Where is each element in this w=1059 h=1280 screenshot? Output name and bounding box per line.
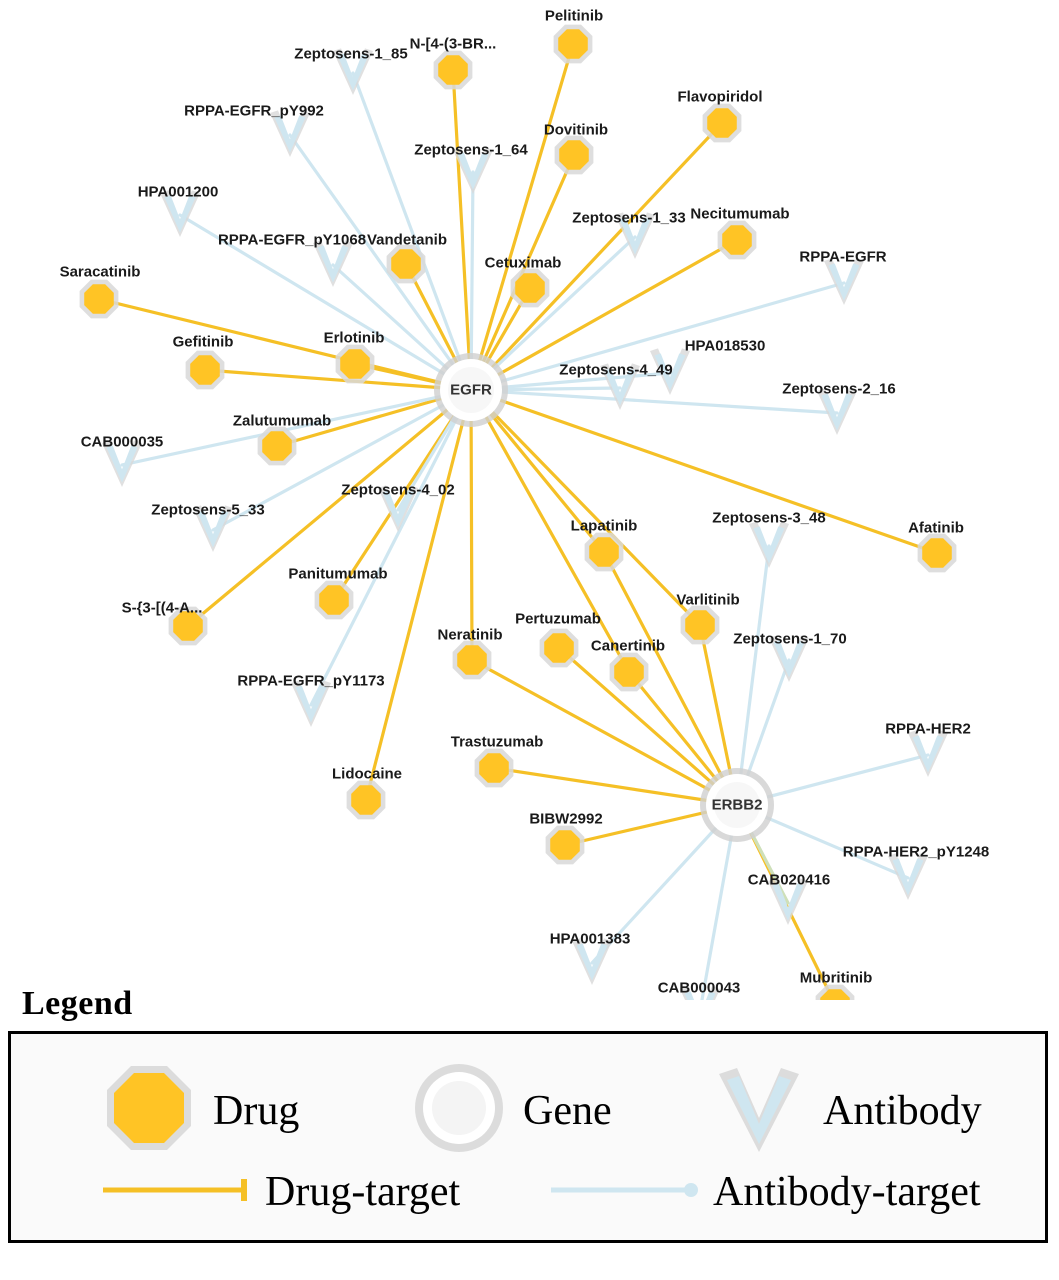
- drug-label: Neratinib: [437, 626, 503, 644]
- drug-shape: [351, 785, 381, 815]
- drug-label: Trastuzumab: [450, 733, 544, 751]
- antibody-label: HPA001200: [137, 183, 219, 201]
- legend-title: Legend: [22, 985, 133, 1022]
- drug-node[interactable]: [315, 581, 354, 620]
- gene-label: EGFR: [450, 381, 492, 399]
- drug-shape: [559, 140, 589, 170]
- drug-shape: [457, 645, 487, 675]
- drug-node[interactable]: [434, 51, 473, 90]
- legend-label-antibody-target: Antibody-target: [713, 1169, 981, 1215]
- edge-antibody-target: [213, 390, 471, 530]
- legend-label-antibody: Antibody: [823, 1087, 982, 1134]
- antibody-label: RPPA-HER2_pY1248: [842, 843, 990, 861]
- antibody-label: Zeptosens-2_16: [782, 380, 896, 398]
- drug-node[interactable]: [610, 653, 649, 692]
- legend-node-row: [11, 1052, 1045, 1157]
- antibody-label: Zeptosens-3_48: [712, 509, 826, 527]
- drug-label: Lapatinib: [570, 517, 638, 535]
- antibody-label: RPPA-HER2: [885, 720, 971, 738]
- antibody-label: Zeptosens-1_85: [294, 45, 408, 63]
- drug-label: Erlotinib: [323, 329, 385, 347]
- drug-shape: [84, 284, 114, 314]
- edge-drug-target: [453, 70, 471, 390]
- drug-octagon-icon: [101, 1060, 197, 1161]
- edge-drug-target: [471, 390, 937, 553]
- antibody-label: RPPA-EGFR_pY992: [184, 102, 324, 120]
- drug-node[interactable]: [186, 351, 225, 390]
- antibody-target-edge-icon: [551, 1175, 701, 1210]
- legend-item-antibody-target: [551, 1168, 981, 1216]
- drug-node[interactable]: [718, 221, 757, 260]
- antibody-label: CAB020416: [747, 871, 831, 889]
- drug-shape: [722, 225, 752, 255]
- edge-antibody-target: [737, 546, 769, 805]
- drug-label: Cetuximab: [484, 254, 562, 272]
- drug-node[interactable]: [387, 245, 426, 284]
- drug-label: Flavopiridol: [677, 88, 763, 106]
- drug-label: Pertuzumab: [515, 610, 601, 628]
- drug-shape: [558, 29, 588, 59]
- gene-label: ERBB2: [711, 796, 763, 814]
- drug-label: Zalutumumab: [232, 412, 332, 430]
- legend-item-drug: [101, 1060, 299, 1161]
- antibody-label: Zeptosens-4_49: [559, 361, 673, 379]
- edge-antibody-target: [311, 390, 471, 705]
- drug-shape: [544, 633, 574, 663]
- antibody-label: HPA001383: [549, 930, 631, 948]
- antibody-label: HPA018530: [684, 337, 766, 355]
- drug-shape: [262, 431, 292, 461]
- drug-node[interactable]: [681, 606, 720, 645]
- drug-shape: [173, 611, 203, 641]
- legend-label-drug-target: Drug-target: [265, 1169, 461, 1215]
- drug-node[interactable]: [555, 136, 594, 175]
- drug-label: Panitumumab: [288, 565, 388, 583]
- drug-label: Mubritinib: [799, 969, 873, 987]
- drug-node[interactable]: [546, 826, 585, 865]
- antibody-varrow-icon: [711, 1060, 807, 1161]
- drug-shape: [614, 657, 644, 687]
- legend-item-gene: [411, 1060, 612, 1161]
- antibody-label: Zeptosens-1_70: [733, 630, 847, 648]
- drug-label: Varlitinib: [676, 591, 740, 609]
- drug-node[interactable]: [511, 269, 550, 308]
- drug-shape: [707, 108, 737, 138]
- drug-target-edge-icon: [103, 1175, 253, 1210]
- drug-node[interactable]: [540, 629, 579, 668]
- drug-node[interactable]: [169, 607, 208, 646]
- antibody-label: Zeptosens-1_33: [572, 209, 686, 227]
- drug-shape: [438, 55, 468, 85]
- drug-node[interactable]: [554, 25, 593, 64]
- drug-label: Vandetanib: [366, 231, 448, 249]
- drug-label: Pelitinib: [544, 7, 604, 25]
- drug-shape: [190, 355, 220, 385]
- drug-label: Canertinib: [590, 637, 666, 655]
- drug-shape: [391, 249, 421, 279]
- drug-node[interactable]: [703, 104, 742, 143]
- legend-label-drug: Drug: [213, 1087, 300, 1134]
- edge-drug-target: [366, 390, 471, 800]
- legend-label-gene: Gene: [523, 1087, 612, 1134]
- legend-item-antibody: [711, 1060, 982, 1161]
- drug-label: S-{3-[(4-A...: [121, 599, 203, 617]
- drug-shape: [479, 753, 509, 783]
- drug-node[interactable]: [336, 345, 375, 384]
- drug-label: N-[4-(3-BR...: [409, 35, 497, 53]
- drug-label: Afatinib: [908, 519, 964, 537]
- legend-item-drug-target: [103, 1168, 460, 1216]
- edge-drug-target: [471, 390, 700, 625]
- gene-shape: [448, 367, 494, 413]
- gene-shape: [714, 782, 760, 828]
- drug-shape: [319, 585, 349, 615]
- drug-node[interactable]: [918, 534, 957, 573]
- drug-shape: [589, 537, 619, 567]
- drug-node[interactable]: [347, 781, 386, 820]
- drug-node[interactable]: [453, 641, 492, 680]
- drug-node[interactable]: [258, 427, 297, 466]
- drug-shape: [340, 349, 370, 379]
- antibody-label: CAB000035: [80, 433, 164, 451]
- drug-shape: [550, 830, 580, 860]
- drug-node[interactable]: [475, 749, 514, 788]
- edge-drug-target: [471, 44, 573, 390]
- antibody-label: RPPA-EGFR: [799, 248, 887, 266]
- antibody-label: RPPA-EGFR_pY1173: [237, 672, 385, 690]
- antibody-label: Zeptosens-5_33: [151, 501, 265, 519]
- edge-antibody-target: [122, 390, 471, 465]
- edge-antibody-target: [353, 73, 471, 390]
- drug-label: Lidocaine: [331, 765, 403, 783]
- edge-drug-target: [471, 390, 472, 660]
- antibody-label: Zeptosens-4_02: [341, 481, 455, 499]
- gene-circle-icon: [411, 1060, 507, 1161]
- drug-label: Dovitinib: [543, 121, 609, 139]
- drug-node[interactable]: [80, 280, 119, 319]
- drug-label: Gefitinib: [172, 333, 234, 351]
- legend-box: [8, 1031, 1048, 1243]
- antibody-label: RPPA-EGFR_pY1068: [217, 231, 367, 249]
- drug-shape: [922, 538, 952, 568]
- gene-node[interactable]: [700, 768, 774, 842]
- legend-edge-row: [11, 1164, 1045, 1234]
- drug-label: Necitumumab: [690, 205, 790, 223]
- drug-node[interactable]: [585, 533, 624, 572]
- drug-shape: [685, 610, 715, 640]
- drug-shape: [515, 273, 545, 303]
- drug-label: Saracatinib: [59, 263, 141, 281]
- antibody-label: CAB000043: [657, 979, 741, 997]
- antibody-label: Zeptosens-1_64: [414, 141, 528, 159]
- legend: [8, 985, 1048, 1243]
- drug-label: BIBW2992: [529, 810, 603, 828]
- gene-node[interactable]: [434, 353, 508, 427]
